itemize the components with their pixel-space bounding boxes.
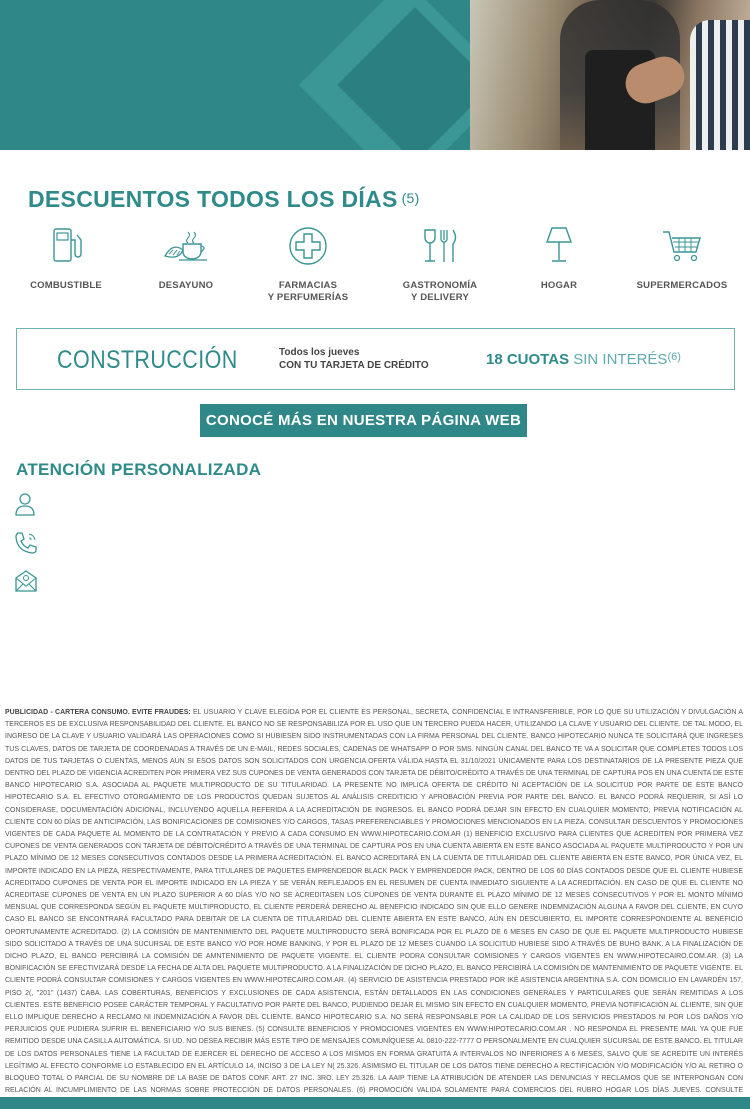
category-desayuno[interactable] — [121, 222, 251, 292]
installments-note: (6) — [667, 351, 681, 363]
footer-bar — [0, 1097, 750, 1109]
dining-icon — [415, 222, 465, 272]
promo-card: CON TU TARJETA DE CRÉDITO — [279, 360, 429, 371]
category-supermercados[interactable] — [617, 222, 747, 292]
envelope-icon — [13, 568, 39, 594]
category-combustible[interactable] — [1, 222, 131, 292]
hero-banner — [0, 0, 750, 150]
category-label: COMBUSTIBLE — [30, 280, 102, 291]
installments-interest: SIN INTERÉS — [573, 351, 668, 368]
discounts-title-note: (5) — [401, 190, 420, 206]
fuel-pump-icon — [41, 222, 91, 272]
construction-promo-box — [16, 328, 735, 390]
category-farmacias[interactable] — [243, 222, 373, 304]
breakfast-icon — [161, 222, 211, 272]
web-cta-button[interactable]: CONOCÉ MÁS EN NUESTRA PÁGINA WEB — [200, 404, 527, 437]
promo-name: CONSTRUCCIÓN — [57, 346, 238, 374]
category-label: DESAYUNO — [158, 280, 214, 291]
lamp-icon — [534, 222, 584, 272]
discounts-title — [28, 186, 420, 213]
phone-icon — [13, 530, 39, 556]
installments-count: 18 CUOTAS — [486, 351, 570, 368]
category-hogar[interactable] — [494, 222, 624, 292]
legal-disclaimer — [5, 707, 743, 1109]
legal-lead: PUBLICIDAD - CARTERA CONSUMO. EVITE FRAUDES: — [5, 709, 191, 716]
shopping-cart-icon — [657, 222, 707, 272]
pharmacy-cross-icon — [283, 222, 333, 272]
attention-title: ATENCIÓN PERSONALIZADA — [16, 460, 262, 479]
category-label: SUPERMERCADOS — [636, 280, 728, 291]
person-icon — [13, 491, 39, 517]
category-label: FARMACIAS Y PERFUMERÍAS — [267, 280, 349, 303]
category-label: HOGAR — [540, 280, 578, 291]
promo-day: Todos los jueves — [279, 347, 360, 358]
legal-text: EL USUARIO Y CLAVE ELEGIDA POR EL CLIENTE ES PERSONAL, SECRETA, CONFIDENCIAL E INTRANSFERIBLE, POR LO QUE SU UTILIZACIÓN Y DIVULGACIÓN A TERCEROS ES DE EXCLUSIVA RESPONSABILIDAD DEL CLIENTE. EL BANCO NO SE RESPONSABILIZA POR EL USO QUE UN TERCERO PUEDA HACER, UTILIZANDO LA CLAVE Y USUARIO DEL CLIENTE. DE TAL MODO, EL INGRESO DE LA CLAVE Y USUARIO VALIDARÁ LAS OPERACIONES COMO SI HUBIESEN SIDO INSTRUMENTADAS CON LA FIRMA PERSONAL DEL CLIENTE. BANCO HIPOTECARIO NUNCA TE SOLICITARÁ QUE INGRESES TUS CLAVES, DATOS DE TARJETA DE COORDENADAS A TRAVÉS DE UN E-MAIL, REDES SOCIALES, CADENAS DE WHATSAPP O POR SMS. NINGÚN CANAL DEL BANCO TE VA A SOLICITAR QUE COMPLETES TODOS LOS DATOS DE TUS TARJETAS O CUENTAS, MENOS AÚN SI ESOS DATOS SON SOLICITADOS CON URGENCIA.OFERTA VÁLIDA HASTA EL 31/10/2021 ÚNICAMENTE PARA LOS DESTINATARIOS DE LA PRESENTE PIEZA QUE DENTRO DEL PLAZO DE VIGENCIA ACREDITEN POR PRIMERA VEZ SUS CUPONES DE VENTA GENERADOS CON TARJETA DE DÉBITO/CRÉDITO A TRAVÉS DE UNA TERMINAL DE CAPTURA POS EN UNA CUENTA DE ESTE BANCO HIPOTECARIO S.A. ASOCIADA AL PAQUETE MULTIPRODUCTO DE SU TITULARIDAD. LA PRESENTE NO IMPLICA OFERTA DE CRÉDITO NI ACEPTACIÓN DE LA SOLICITUD POR PARTE DE ESTE BANCO HIPOTECARIO S.A. EL EFECTIVO OTORGAMIENTO DE LOS PRODUCTOS QUEDAN SUJETOS AL ANÁLISIS CREDITICIO Y APROBACIÓN PREVIA POR PARTE DEL BANCO. EL BANCO PODRÁ REQUERIR, SI ASÍ LO CONSIDERASE, DOCUMENTACIÓN ADICIONAL, INCLUYENDO AQUELLA REFERIDA A LA ACREDITACIÓN DE INGRESOS. EL BANCO PODRÁ DEJAR SIN EFECTO EN CUALQUIER MOMENTO, PREVIA NOTIFICACIÓN AL CLIENTE CON 60 DÍAS DE ANTICIPACIÓN, LAS BONIFICACIONES DE COMISIONES Y/O CARGOS, TASAS PREFERENCIABLES Y PROMOCIONES MENCIONADOS EN LA PIEZA. CONSULTAR DESCUENTOS Y PROMOCIONES VIGENTES DE CADA PAQUETE AL MOMENTO DE LA CONTRATACIÓN Y PREVIO A CADA CONSUMO EN WWW.HIPOTECARIO.COM.AR (1) BENEFICIO EXCLUSIVO PARA CLIENTES QUE ACREDITEN POR PRIMERA VEZ CUPONES DE VENTA GENERADOS CON TARJETA DE DÉBITO/CRÉDITO A TRAVÉS DE UNA TERMINAL DE CAPTURA POS EN UNA CUENTA ABIERTA EN ESTE BANCO ASOCIADA AL PAQUETE MULTIPRODUCTO Y POR UN PLAZO MÍNIMO DE 12 MESES CONSECUTIVOS CONTADOS DESDE LA PRIMERA ACREDITACIÓN. EL BANCO ACREDITARÁ EN LA CUENTA DE TITULARIDAD DEL CLIENTE ABIERTA EN ESTE BANCO, POR ÚNICA VEZ, EL IMPORTE INDICADO EN LA PIEZA, RESPECTIVAMENTE, PARA TITULARES DE PAQUETES EMPRENDEDOR BLACK PACK Y EMPRENDEDOR PACK, DENTRO DE LOS 60 DÍAS CONTADOS DESDE QUE EL CLIENTE HUBIESE ACREDITADO CUPONES DE VENTA POR EL IMPORTE INDICADO EN LA PIEZA Y SE VERÁN REFLEJADOS EN EL RESUMEN DE CUENTA INMEDIATO SIGUIENTE A LA ACREDITACIÓN. EN CASO DE QUE EL CLIENTE NO ACREDITASE CUPONES DE VENTA EN UN PLAZO SUPERIOR A 60 DÍAS Y/O NO SE ACREDITASEN LOS CUPONES DE VENTA DURANTE EL PLAZO MÍNIMO DE 12 MESES CONSECUTIVOS Y POR EL MONTO MÍNIMO MENSUAL QUE CORRESPONDA SEGÚN EL PAQUETE MULTIPRODUCTO, EL CLIENTE PERDERÁ DERECHO AL BENEFICIO INDICADO SIN QUE ELLO GENERE INDEMNIZACIÓN ALGUNA A FAVOR DEL CLIENTE, EN CUYO CASO EL BANCO SE ENCONTRARÁ FACULTADO PARA DEBITAR DE LA CUENTA DE TITULARIDAD DEL CLIENTE ABIERTA EN ESTE BANCO, AÚN EN DESCUBIERTO, EL IMPORTE CORRESPONDIENTE AL BENEFICIO OPORTUNAMENTE ACREDITADO. (2) LA COMISIÓN DE MANTENIMIENTO DEL PAQUETE MULTIPRODUCTO SERÁ BONIFICADA POR EL PLAZO DE 6 MESES EN CASO DE QUE EL PAQUETE MULTIPRODUCTO HUBIESE SIDO SOLICITADO A TRAVÉS DE UNA SUCURSAL DE ESTE BANCO Y/O POR HOME BANKING, Y POR EL PLAZO DE 12 MESES CUANDO LA SOLICITUD HUBIESE SIDO A TRAVÉS DE BUHO BANK. A LA FINALIZACIÓN DE DICHO PLAZO, EL BANCO PERCIBIRÁ LA COMISIÓN DE AMNTENIMIENTO DE PAQUETE VIGENTE. EL CLIENTE PODRA CONSULTAR COMISIONES Y CARGOS VIGENTES EN WWW.HIPOTECAIRO.COM.AR. (3) LA BONIFICACIÓN SE EFECTIVIZARÁ DESDE LA FECHA DE ALTA DEL PAQUETE MULTIPRODUCTO. A LA FINALIZACIÓN DE DICHO PLAZO, EL BANCO PERCIBIRÁ LA COMISIÓN DE MANTENIMIENTO DE PAQUETE VIGENTE. EL CLIENTE PODRÁ CONSULTAR COMISIONES Y CARGOS VIGENTES EN WWW.HIPOTECAIRO.COM.AR. (4) SERVICIO DE ASISTENCIA PRESTADO POR IKÉ ASISTENCIA ARGENTINA S.A. CON DOMICILIO EN LAVARDÉN 157, PISO 2(, "201" (1437) CABA. LAS COBERTURAS, BENEFICIOS Y EXCLUSIONES DE CADA ASISTENCIA, ESTÁN DETALLADOS EN LAS CONDICIONES GENERALES Y PARTICULARES QUE SERÁN REMITIDAS A LOS CLIENTES. ESTE BENEFICIO POSEE CARÁCTER TEMPORAL Y FACULTATIVO POR PARTE DEL BANCO, PUDIENDO DEJAR EL MISMO SIN EFECTO EN CUALQUIER MOMENTO, PREVIA NOTIFICACIÓN AL CLIENTE, SIN QUE ELLO IMPLIQUE DERECHO A RECLAMO NI INDEMNIZACIÓN A FAVOR DEL CLIENTE. BANCO HIPOTECARIO S.A. NO SERÁ RESPONSABLE POR LA CALIDAD DE LOS SERVICIOS PRESTADOS NI POR LOS DAÑOS Y/O PERJUICIOS QUE PUDIERA SUFRIR EL BENEFICIARIO Y/O SUS BIENES. (5) CONSULTE BENEFICIOS Y PROMOCIONES VIGENTES EN WWW.HIPOTECARIO.COM.AR . NO RESPONDA EL PRESENTE MAIL YA QUE FUE REMITIDO DESDE UNA CASILLA AUTOMÁTICA. SI UD. NO DESEA RECIBIR MÁS ESTE TIPO DE MENSAJES COMUNÍQUESE AL 0810-222-7777 O PERSONALMENTE EN CUALQUIER SUCURSAL DE ESTE BANCO. EL TITULAR DE LOS DATOS PERSONALES TIENE LA FACULTAD DE EJERCER EL DERECHO DE ACCESO A LOS MISMOS EN FORMA GRATUITA A INTERVALOS NO INFERIORES A 6 MESES, SALVO QUE SE ACREDITE UN INTERÉS LEGÍTIMO AL EFECTO CONFORME LO ESTABLECIDO EN EL ARTÍCULO 14, INCISO 3 DE LA LEY N( 25.326. ASIMISMO EL TITULAR DE LOS DATOS TIENE DERECHO A RECTIFICACIÓN Y/O MODIFICACIÓN Y/O AL RETIRO O BLOQUEO TOTAL O PARCIAL DE SU NOMBRE DE LA BASE DE DATOS CONF. ART. 27 INC. 3RO. LEY 25.326. LA AAIP TIENE LA ATRIBUCIÓN DE ATENDER LAS DENUNCIAS Y RECLAMOS QUE SE INTERPONGAN CON RELACIÓN AL INCUMPLIMIENTO DE LAS NORMAS SOBRE PROTECCIÓN DE DATOS PERSONALES. (6) PROMOCIÓN VALIDA SOLAMENTE PARA COMERCIOS DEL RUBRO HOGAR LOS DÍAS JUEVES. CONSULTE — [5, 709, 743, 1095]
hero-person-customer — [690, 20, 750, 150]
category-gastronomia[interactable] — [375, 222, 505, 304]
discount-categories — [0, 222, 750, 312]
discounts-title-text: DESCUENTOS TODOS LOS DÍAS — [28, 186, 398, 212]
promo-installments — [486, 351, 681, 368]
category-label: GASTRONOMÍA Y DELIVERY — [402, 280, 478, 303]
